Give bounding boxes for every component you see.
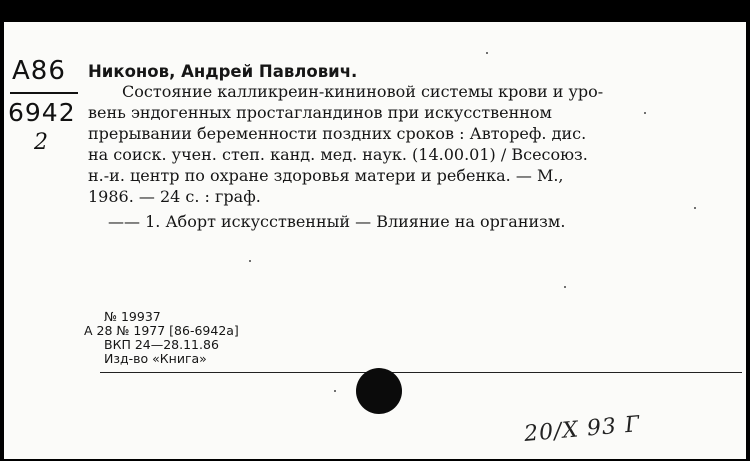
shelfmark-line-1: А86 [12, 56, 66, 86]
record-subject-heading: —— 1. Аборт искусственный — Влияние на организм. [108, 212, 566, 231]
meta-card-number: № 19937 [104, 309, 161, 324]
shelfmark-divider [10, 92, 78, 94]
card-punch-hole [356, 368, 402, 414]
catalog-card [4, 22, 746, 459]
record-line: Состояние калликреин-кининовой системы крови и уро- [122, 82, 604, 101]
meta-registry: А 28 № 1977 [86-6942а] [84, 323, 239, 338]
record-line: 1986. — 24 с. : граф. [88, 187, 261, 206]
record-line: на соиск. учен. степ. канд. мед. наук. (14.00.01) / Всесоюз. [88, 145, 588, 164]
shelfmark-line-2: 6942 [8, 98, 76, 127]
record-author: Никонов, Андрей Павлович. [88, 62, 358, 81]
dust-speck [694, 207, 696, 209]
handwritten-date: 20/X 93 Г [523, 411, 642, 448]
record-line: вень эндогенных простагландинов при искусственном [88, 103, 552, 122]
dust-speck [334, 390, 336, 392]
dust-speck [249, 260, 251, 262]
card-bottom-rule [100, 372, 742, 373]
record-line: прерывании беременности поздних сроков : Автореф. дис. [88, 124, 587, 143]
meta-vkp: ВКП 24—28.11.86 [104, 337, 219, 352]
dust-speck [486, 52, 488, 54]
dust-speck [644, 112, 646, 114]
meta-publisher: Изд-во «Книга» [104, 351, 207, 366]
record-line: н.-и. центр по охране здоровья матери и ребенка. — М., [88, 166, 564, 185]
dust-speck [564, 286, 566, 288]
shelfmark-line-3: 2 [34, 130, 49, 155]
